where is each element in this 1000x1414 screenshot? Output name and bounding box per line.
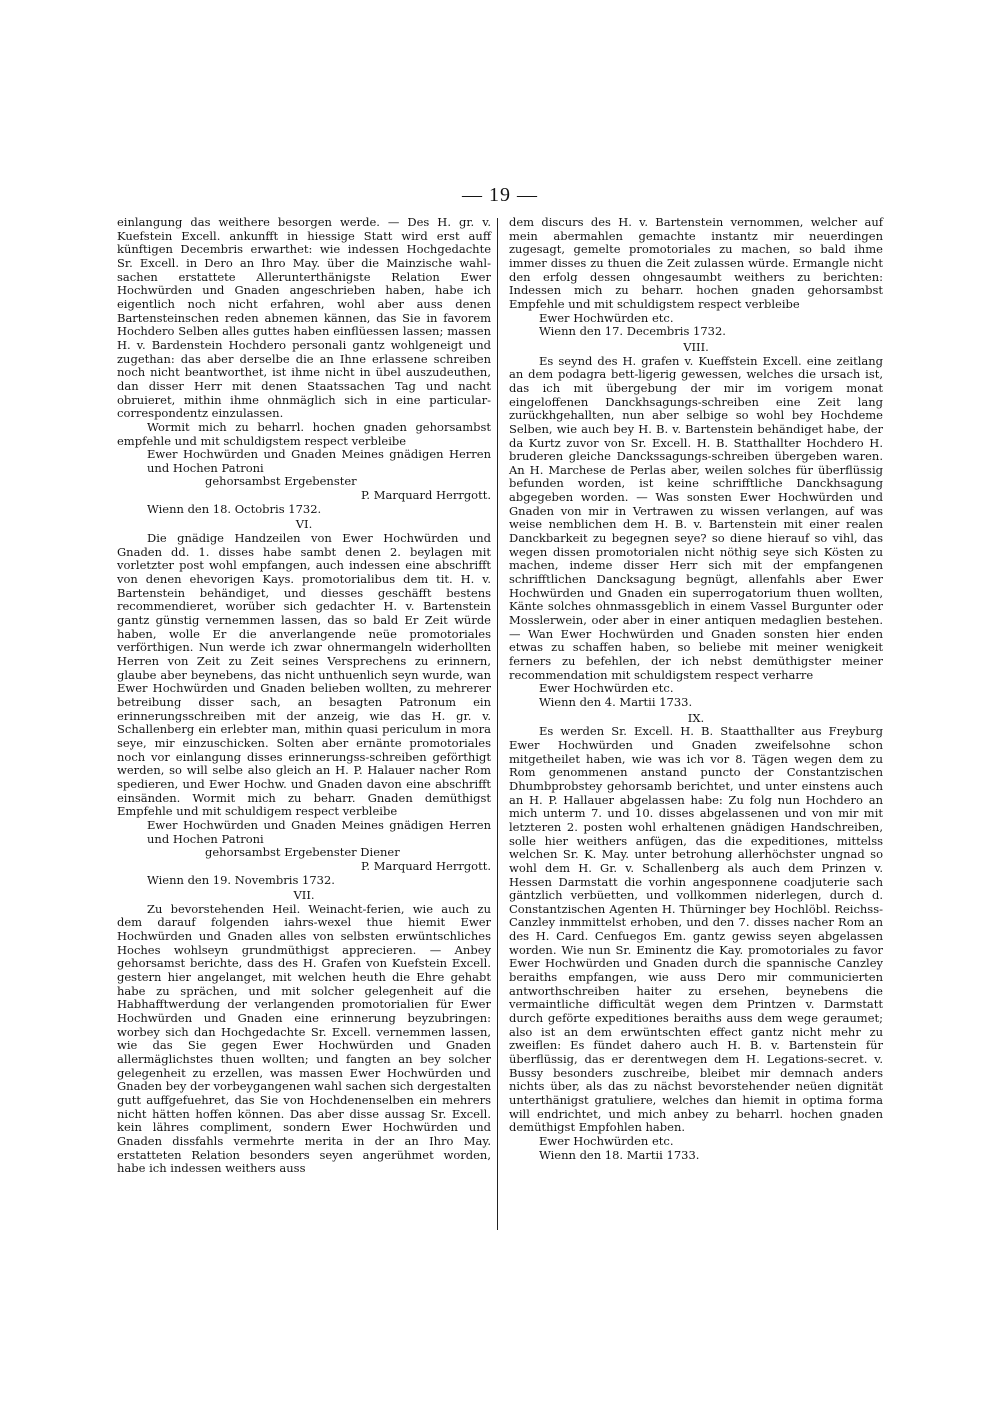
- subscription: gehorsambst Ergebenster Diener: [205, 845, 400, 860]
- salutation: Ewer Hochwürden etc.: [539, 1133, 674, 1148]
- paragraph: einlangung das weithere besorgen werde. — Des H. gr. v. Kuefstein Excell. ankunfft in hiessige Statt wird erst auff künftigen Decembris erwarthet: wie indessen Hochgedachte Sr. Excell. in Dero an Ihro May. über die Mainzische wahl-sachen erstattete Allerunterthänigste Relation Ewer Hochwürden und Gnaden angeschrieben haben, habe ich eigentlich noch nicht erfahren, wohl aber auss denen Bartensteinschen reden abnemen kännen, das Sie in favorem Hochdero Selben alles guttes haben einflüessen lassen; massen H. v. Bardenstein Hochdero personali gantz wohlgeneigt und zugethan: das aber derselbe die an Ihne erlassene schreiben noch nicht beantworthet, ist ihme nicht in übel auszudeuthen, dan disser Herr mit denen Staatssachen Tag und nacht obruieret, mithin ihme ohnmäglich sich in eine particular-correspondentz einzulassen.: [117, 215, 491, 421]
- salutation: Ewer Hochwürden etc.: [539, 310, 674, 325]
- salutation: Ewer Hochwürden und Gnaden Meines gnädigen Herren und Hochen Patroni: [147, 817, 491, 846]
- salutation: Ewer Hochwürden etc.: [539, 681, 674, 696]
- subscription: gehorsambst Ergebenster: [205, 474, 357, 489]
- letter-number: VII.: [293, 888, 315, 903]
- paragraph: Die gnädige Handzeilen von Ewer Hochwürden und Gnaden dd. 1. disses habe sambt denen 2. beylagen mit vorletzter post wohl empfangen, auch indessen eine abschrifft von denen ehevorigen Kays. promotorialibus dem tit. H. v. Bartenstein behändiget, und diesses geschäfft bestens recommendieret, worüber sich gedachter H. v. Bartenstein gantz günstig vernemmen lassen, das so bald Er Zeit würde haben, wolle Er die anverlangende neüe promotoriales verförthigen. Nun werde ich zwar ohnermangeln widerhollten Herren von Zeit zu Zeit seines Versprechens zu erinnern, glaube aber beynebens, das nicht unthuenlich seyn wurde, wan Ewer Hochwürden und Gnaden belieben wollten, zu mehrerer betreibung disser sach, an besagten Patronum ein erinnerungsschreiben mit der anzeig, wie das H. gr. v. Schallenberg ein erlebter man, mithin quasi periculum in mora seye, mir einzuschicken. Solten aber ernänte promotoriales noch vor einlangung disses erinnerungss-schreiben geförthigt werden, so will selbe also gleich an H. P. Halauer nacher Rom spedieren, und Ewer Hochw. und Gnaden davon eine abschrifft einsänden. Wormit mich zu beharr. Gnaden demüthigst Empfehle und mit schuldigem respect verbleibe: [117, 531, 491, 819]
- letter-number: VI.: [295, 517, 313, 532]
- letter-number: IX.: [687, 710, 705, 725]
- paragraph: Es werden Sr. Excell. H. B. Staatthallter aus Freyburg Ewer Hochwürden und Gnaden zweifelsohne schon mitgetheilet haben, wie was ich vor 8. Tägen wegen dem zu Rom genommenen anstand puncto der Constantzischen Dhumbprobstey gehorsamb berichtet, und unter einstens auch an H. P. Hallauer abgelassen habe: Zu folg nun Hochdero an mich unterm 7. und 10. disses abgelassenen und von mir mit letzteren 2. posten wohl erhaltenen gnädigen Handschreiben, solle hier weithers anfügen, das die expeditiones, mittelss welchen Sr. K. May. unter betrohung allerhöchster ungnad so wohl dem H. Gr. v. Schallenberg als auch dem Prinzen v. Hessen Darmstatt die vorhin angesponnene coadjuterie sach gäntzlich verbüetten, und vollkommen niderlegen, durch d. Constantzischen Agenten H. Thürninger bey Hochlöbl. Reichss-Canzley inmmittelst erhoben, und den 7. disses nacher Rom an des H. Card. Cenfuegos Em. gantz gewiss seyen abgelassen worden. Wie nun Sr. Eminentz die Kay. promotoriales zu favor Ewer Hochwürden und Gnaden durch die spannische Canzley beraiths empfangen, wie auss Dero mir communicierten antworthschreiben haiter zu ersehen, beynebens die vermaintliche difficultät wegen dem Printzen v. Darmstatt durch geförte expeditiones beraiths auss dem wege geraumet; also ist an dem erwüntschten effect gantz nicht mehr zu zweiflen: Es fündet dahero auch H. B. v. Bartenstein für überflüssig, das er derentwegen dem H. Legations-secret. v. Bussy besonders zuschreibe, bleibet mir demnach anders nichts über, als das zu nächst bevorstehender neüen dignität unterthänigst gratuliere, welches dan hiemit in optima forma will endrichtet, und mich anbey zu beharrl. hochen gnaden demüthigst Empfohlen haben.: [509, 724, 883, 1135]
- letter-date: Wienn den 4. Martii 1733.: [539, 694, 693, 709]
- paragraph: Zu bevorstehenden Heil. Weinacht-ferien, wie auch zu dem darauf folgenden iahrs-wexel thue hiemit Ewer Hochwürden und Gnaden alles von selbsten erwüntschliches Hoches wohlseyn grundmüthigst apprecieren. — Anbey gehorsamst berichte, dass des H. Grafen von Kuefstein Excell. gestern hier angelanget, mit welchen heuth die Ehre gehabt habe zu sprächen, und mit solcher gelegenheit auf die Habhafftwerdung der verlangenden promotorialien für Ewer Hochwürden und Gnaden eine erinnerung beyzubringen: worbey sich dan Hochgedachte Sr. Excell. vernemmen lassen, wie das Sie gegen Ewer Hochwürden und Gnaden allermäglichstes thuen wollten; und fangten an bey solcher gelegenheit zu erzellen, was massen Ewer Hochwürden und Gnaden bey der vorbeygangenen wahl sachen sich dergestalten gutt auffgefuehret, das Sie von Hochdenenselben ein mehrers nicht hätten hoffen können. Das aber disse aussag Sr. Excell. kein lähres compliment, sondern Ewer Hochwürden und Gnaden dissfahls vermehrte merita in der an Ihro May. erstatteten Relation besonders seyen angerühmet worden, habe ich indessen weithers auss: [117, 901, 491, 1176]
- paragraph: Es seynd des H. grafen v. Kueffstein Excell. eine zeitlang an dem podagra bett-ligerig gewessen, welches die ursach ist, das ich mit übergebung der mir im vorigem monat eingeloffenen Danckhsagungs-schreiben eine Zeit lang zurückhgehallten, nun aber selbige so wohl bey Hochdeme Selben, wie auch bey H. B. v. Bartenstein behändiget habe, der da Kurtz zuvor von Sr. Excell. H. B. Statthallter Hochdero H. bruderen gleiche Danckssagungs-schreiben übergeben waren. An H. Marchese de Perlas aber, weilen solches für überflüssig befunden worden, ist keine schrifftliche Danckhsagung abgegeben worden. — Was sonsten Ewer Hochwürden und Gnaden von mir in Vertrawen zu wissen verlangen, auf was weise nemblichen dem H. B. v. Bartenstein mit einer realen Danckbarkeit zu begegnen seye? so diene hierauf so vihl, das wegen dissen promotorialen nicht nöthig seye sich Kösten zu machen, indeme disser Herr sich mit der empfangenen schrifftlichen Dancksagung begnügt, allenfahls aber Ewer Hochwürden und Gnaden ein superrogatorium thuen wollten, Känte solches ohnmassgeblich in einem Vassel Burgunter oder Mosslerwein, oder aber in einer antiquen medaglien bestehen. — Wan Ewer Hochwürden und Gnaden sonsten hier enden etwas zu schaffen haben, so beliebe mit meiner wenigkeit ferners zu befehlen, der ich nebst demüthigster meiner recommendation mit schuldigstem respect verharre: [509, 353, 883, 682]
- right-column: [509, 216, 883, 1162]
- letter-date: Wienn den 18. Martii 1733.: [539, 1147, 700, 1162]
- column-divider: [497, 218, 498, 1230]
- page-number: — 19 —: [462, 184, 538, 206]
- letter-number: VIII.: [683, 339, 709, 354]
- letter-date: Wienn den 18. Octobris 1732.: [147, 501, 322, 516]
- paragraph: dem discurs des H. v. Bartenstein vernommen, welcher auf mein abermahlen gemachte instantz mir neuerdingen zugesagt, gemelte promotoriales zu machen, so bald ihme immer disses zu thuen die Zeit zulassen würde. Ermangle nicht den erfolg dessen ohngesaumbt weithers zu berichten: Indessen mich zu beharr. hochen gnaden gehorsambst Empfehle und mit schuldigstem respect verbleibe: [509, 215, 883, 311]
- left-column: [117, 216, 491, 1176]
- signature: P. Marquard Herrgott.: [361, 858, 491, 873]
- salutation: Ewer Hochwürden und Gnaden Meines gnädigen Herren und Hochen Patroni: [147, 447, 491, 475]
- letter-date: Wienn den 19. Novembris 1732.: [147, 872, 335, 887]
- letter-date: Wienn den 17. Decembris 1732.: [539, 324, 726, 339]
- closing-formula: Wormit mich zu beharrl. hochen gnaden gehorsambst empfehle und mit schuldigstem respect verbleibe: [117, 419, 491, 448]
- signature: P. Marquard Herrgott.: [361, 488, 491, 503]
